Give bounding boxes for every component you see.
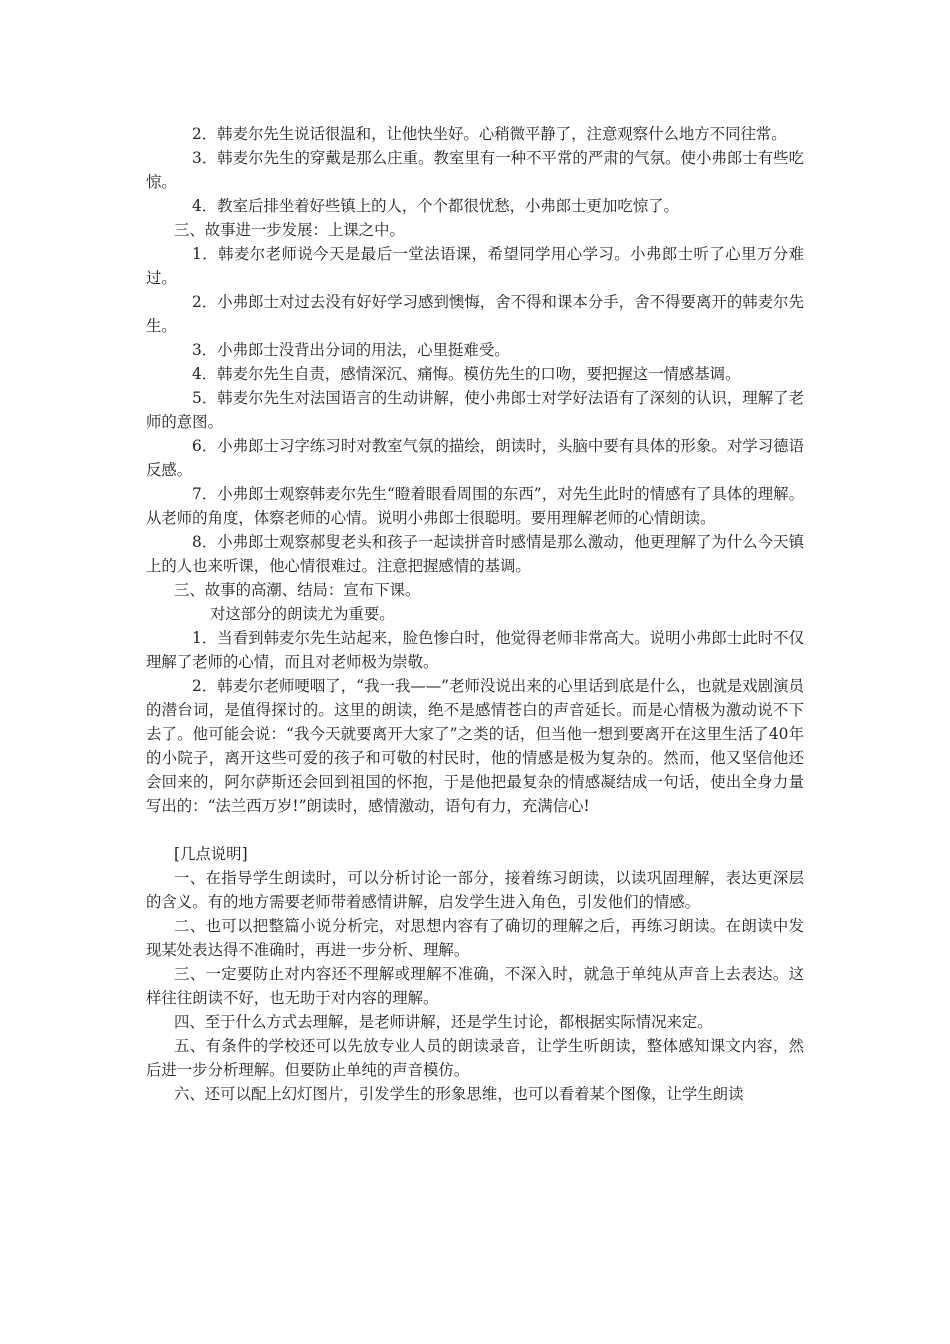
note-item: 四、至于什么方式去理解，是老师讲解，还是学生讨论，都根据实际情况来定。: [174, 1013, 713, 1031]
body-paragraphs: [146, 122, 804, 818]
note-item: 五、有条件的学校还可以先放专业人员的朗读录音，让学生听朗读，整体感知课文内容，然后进一步分析理解。但要防止单纯的声音模仿。: [146, 1037, 804, 1079]
note-item: 一、在指导学生朗读时，可以分析讨论一部分，接着练习朗读，以读巩固理解，表达更深层的含义。有的地方需要老师带着感情讲解，启发学生进入角色，引发他们的情感。: [146, 869, 804, 911]
note-item: 六、还可以配上幻灯图片，引发学生的形象思维，也可以看着某个图像，让学生朗读: [174, 1085, 744, 1103]
paragraph: 3．小弗郎士没背出分词的用法，心里挺难受。: [192, 341, 510, 359]
notes-heading: [几点说明]: [174, 845, 248, 863]
note-item: 二、也可以把整篇小说分析完，对思想内容有了确切的理解之后，再练习朗读。在朗读中发现某处表达得不准确时，再进一步分析、理解。: [146, 917, 804, 959]
paragraph: 1．当看到韩麦尔先生站起来，脸色惨白时，他觉得老师非常高大。说明小弗郎士此时不仅理解了老师的心情，而且对老师极为崇敬。: [146, 629, 804, 671]
paragraph: 6．小弗郎士习字练习时对教室气氛的描绘，朗读时，头脑中要有具体的形象。对学习德语反感。: [146, 437, 804, 479]
notes-list: [146, 866, 804, 1106]
note-item: 三、一定要防止对内容还不理解或理解不准确，不深入时，就急于单纯从声音上去表达。这样往往朗读不好，也无助于对内容的理解。: [146, 965, 804, 1007]
section-heading: 三、故事进一步发展：上课之中。: [174, 221, 405, 239]
paragraph: 对这部分的朗读尤为重要。: [210, 605, 395, 623]
paragraph: 7．小弗郎士观察韩麦尔先生“瞪着眼看周围的东西”，对先生此时的情感有了具体的理解。从老师的角度，体察老师的心情。说明小弗郎士很聪明。要用理解老师的心情朗读。: [146, 485, 804, 527]
spacer: [146, 818, 804, 842]
paragraph: 4．教室后排坐着好些镇上的人，个个都很忧愁，小弗郎士更加吃惊了。: [192, 197, 679, 215]
paragraph: 2．韩麦尔先生说话很温和，让他快坐好。心稍微平静了，注意观察什么地方不同往常。: [192, 125, 787, 143]
paragraph: 4．韩麦尔先生自责，感情深沉、痛悔。模仿先生的口吻，要把握这一情感基调。: [192, 365, 741, 383]
paragraph: 2．韩麦尔老师哽咽了，“我一我——”老师没说出来的心里话到底是什么，也就是戏剧演员的潜台词，是值得探讨的。这里的朗读，绝不是感情苍白的声音延长。而是心情极为激动说不下去了。他可能会说：“我今天就要离开大家了”之类的话，但当他一想到要离开在这里生活了40年的小院子，离开这些可爱的孩子和可敬的村民时，他的情感是极为复杂的。然而，他又坚信他还会回来的，阿尔萨斯还会回到祖国的怀抱，于是他把最复杂的情感凝结成一句话，使出全身力量写出的：“法兰西万岁!”朗读时，感情激动，语句有力，充满信心!: [146, 677, 804, 815]
section-heading: 三、故事的高潮、结局：宣布下课。: [174, 581, 421, 599]
paragraph: 3．韩麦尔先生的穿戴是那么庄重。教室里有一种不平常的严肃的气氛。使小弗郎士有些吃惊。: [146, 149, 804, 191]
paragraph: 8．小弗郎士观察郝叟老头和孩子一起读拼音时感情是那么激动，他更理解了为什么今天镇上的人也来听课，他心情很难过。注意把握感情的基调。: [146, 533, 804, 575]
paragraph: 5．韩麦尔先生对法国语言的生动讲解，使小弗郎士对学好法语有了深刻的认识，理解了老师的意图。: [146, 389, 804, 431]
paragraph: 1．韩麦尔老师说今天是最后一堂法语课，希望同学用心学习。小弗郎士听了心里万分难过。: [146, 245, 804, 287]
paragraph: 2．小弗郎士对过去没有好好学习感到懊悔，舍不得和课本分手，舍不得要离开的韩麦尔先生。: [146, 293, 804, 335]
